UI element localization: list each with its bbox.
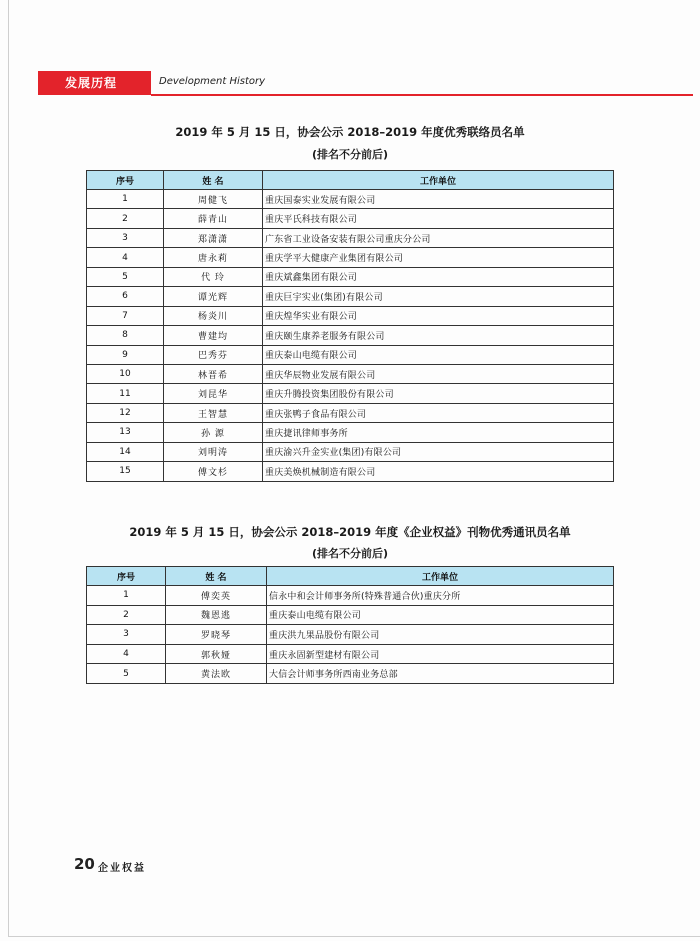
cell-no: 5 (87, 267, 164, 286)
magazine-name: 企业权益 (98, 863, 146, 874)
cell-name: 王智慧 (164, 403, 263, 422)
cell-no: 1 (87, 586, 166, 606)
cell-name: 刘昆华 (164, 384, 263, 403)
cell-no: 1 (87, 190, 164, 209)
col-header-unit: 工作单位 (263, 171, 614, 190)
table-row (87, 287, 614, 306)
cell-unit: 重庆升腾投资集团股份有限公司 (263, 384, 614, 403)
table-row (87, 326, 614, 345)
table-row (87, 228, 614, 247)
cell-no: 7 (87, 306, 164, 325)
section2-subtitle: (排名不分前后) (311, 547, 389, 560)
cell-name: 周健飞 (164, 190, 263, 209)
cell-unit: 重庆张鸭子食品有限公司 (263, 403, 614, 422)
cell-name: 唐永莉 (164, 248, 263, 267)
section2-title: 2019 年 5 月 15 日，协会公示 2018–2019 年度《企业权益》刊物优秀通讯员名单 (129, 525, 571, 539)
col-header-name: 姓 名 (164, 171, 263, 190)
cell-name: 黄法欧 (166, 664, 267, 684)
cell-no: 9 (87, 345, 164, 364)
table-row (87, 306, 614, 325)
cell-no: 8 (87, 326, 164, 345)
cell-no: 4 (87, 644, 166, 664)
cell-unit: 重庆平氏科技有限公司 (263, 209, 614, 228)
table-row (87, 209, 614, 228)
liaison-table (86, 170, 614, 482)
page-number: 20 (74, 855, 95, 873)
cell-unit: 重庆学平大健康产业集团有限公司 (263, 248, 614, 267)
cell-unit: 重庆泰山电缆有限公司 (263, 345, 614, 364)
table-row (87, 403, 614, 422)
cell-no: 15 (87, 462, 164, 481)
cell-name: 魏恩逃 (166, 605, 267, 625)
table-row (87, 442, 614, 461)
cell-no: 4 (87, 248, 164, 267)
cell-name: 罗晓琴 (166, 625, 267, 645)
col-header-no: 序号 (87, 567, 166, 586)
cell-unit: 重庆斌鑫集团有限公司 (263, 267, 614, 286)
table-row (87, 605, 614, 625)
cell-no: 3 (87, 625, 166, 645)
cell-unit: 大信会计师事务所西南业务总部 (267, 664, 614, 684)
cell-no: 2 (87, 209, 164, 228)
cell-name: 刘明涛 (164, 442, 263, 461)
cell-unit: 信永中和会计师事务所(特殊普通合伙)重庆分所 (267, 586, 614, 606)
table-header-row (87, 567, 614, 586)
cell-name: 郑潇潇 (164, 228, 263, 247)
cell-unit: 重庆国泰实业发展有限公司 (263, 190, 614, 209)
cell-no: 12 (87, 403, 164, 422)
cell-no: 2 (87, 605, 166, 625)
cell-name: 郭秋娅 (166, 644, 267, 664)
cell-unit: 重庆洪九果品股份有限公司 (267, 625, 614, 645)
cell-unit: 重庆美焕机械制造有限公司 (263, 462, 614, 481)
table-row (87, 190, 614, 209)
cell-unit: 重庆捷讯律师事务所 (263, 423, 614, 442)
cell-name: 谭光辉 (164, 287, 263, 306)
cell-unit: 重庆华辰物业发展有限公司 (263, 364, 614, 383)
cell-unit: 重庆煌华实业有限公司 (263, 306, 614, 325)
table-row (87, 423, 614, 442)
col-header-no: 序号 (87, 171, 164, 190)
header-rule (151, 94, 693, 96)
cell-no: 13 (87, 423, 164, 442)
cell-unit: 重庆永固新型建材有限公司 (267, 644, 614, 664)
cell-no: 5 (87, 664, 166, 684)
cell-unit: 重庆颐生康养老服务有限公司 (263, 326, 614, 345)
page-edge-bottom (8, 936, 700, 937)
cell-name: 傅奕英 (166, 586, 267, 606)
correspondent-table (86, 566, 614, 684)
cell-name: 孙 源 (164, 423, 263, 442)
cell-name: 代 玲 (164, 267, 263, 286)
table-row (87, 462, 614, 481)
col-header-unit: 工作单位 (267, 567, 614, 586)
table-row (87, 248, 614, 267)
table-row (87, 364, 614, 383)
table-row (87, 625, 614, 645)
cell-no: 14 (87, 442, 164, 461)
page-edge-left (8, 0, 9, 936)
cell-no: 3 (87, 228, 164, 247)
cell-name: 杨炎川 (164, 306, 263, 325)
cell-name: 巴秀芬 (164, 345, 263, 364)
section1-title: 2019 年 5 月 15 日，协会公示 2018–2019 年度优秀联络员名单 (175, 125, 525, 139)
section-header-en: Development History (159, 76, 266, 87)
section-header-cn: 发展历程 (38, 71, 151, 95)
cell-unit: 重庆渝兴升金实业(集团)有限公司 (263, 442, 614, 461)
cell-no: 11 (87, 384, 164, 403)
col-header-name: 姓 名 (166, 567, 267, 586)
cell-name: 曹建均 (164, 326, 263, 345)
table-row (87, 664, 614, 684)
cell-no: 10 (87, 364, 164, 383)
table-row (87, 267, 614, 286)
cell-name: 薛青山 (164, 209, 263, 228)
cell-unit: 重庆巨宇实业(集团)有限公司 (263, 287, 614, 306)
cell-no: 6 (87, 287, 164, 306)
table-row (87, 345, 614, 364)
table-row (87, 644, 614, 664)
table-row (87, 384, 614, 403)
table-row (87, 586, 614, 606)
cell-unit: 广东省工业设备安装有限公司重庆分公司 (263, 228, 614, 247)
section1-subtitle: (排名不分前后) (311, 148, 389, 161)
cell-name: 林晋希 (164, 364, 263, 383)
table-header-row (87, 171, 614, 190)
cell-unit: 重庆泰山电缆有限公司 (267, 605, 614, 625)
cell-name: 傅文杉 (164, 462, 263, 481)
